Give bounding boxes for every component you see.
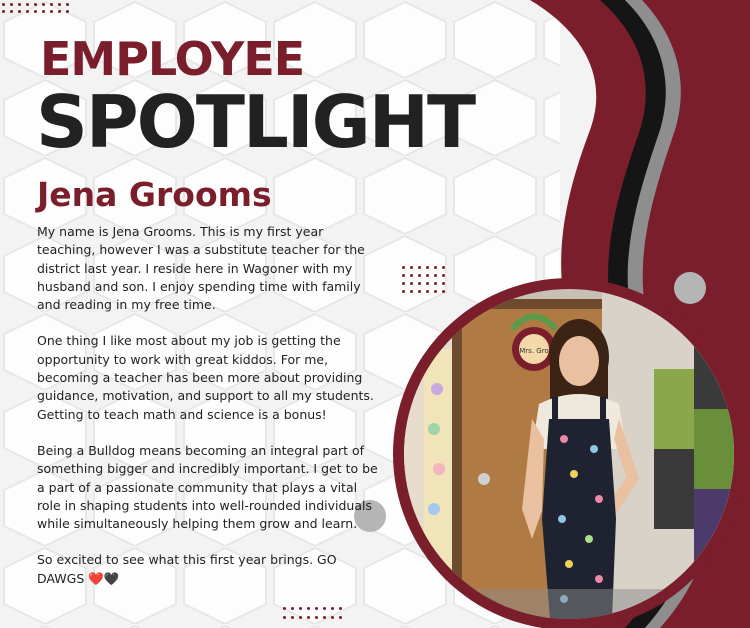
decorative-dot [402,282,405,285]
decorative-dot [426,290,429,293]
decorative-dot [426,274,429,277]
decorative-dot [434,290,437,293]
decorative-dots-bottom [283,607,342,619]
decorative-dot [442,274,445,277]
decorative-dot [299,607,302,610]
bio-paragraph: One thing I like most about my job is getting the opportunity to work with great kiddos. For me, becoming a teacher has been more about providing guidance, motivation, and support to all my students. Getting to teach math and science is a bonus! [37,333,374,422]
decorative-dot [34,10,37,13]
decorative-dot [339,607,342,610]
decorative-dot [50,3,53,6]
decorative-dot [26,3,29,6]
bio-paragraph: So excited to see what this first year brings. GO DAWGS ❤️🖤 [37,552,337,586]
employee-bio [37,223,382,606]
employee-name: Jena Grooms [37,175,272,214]
decorative-dot [410,282,413,285]
decorative-dot [18,3,21,6]
decorative-dot [283,616,286,619]
decorative-dot [283,607,286,610]
decorative-dot [315,607,318,610]
decorative-dot [10,10,13,13]
decorative-dot [434,274,437,277]
bio-paragraph: Being a Bulldog means becoming an integral part of something bigger and incredibly important. I get to be a part of a passionate community that plays a vital role in shaping students into well-rounded individuals while simultaneously helping them grow and learn. [37,442,378,532]
decorative-gray-circle-right [674,272,706,304]
decorative-dot [18,10,21,13]
decorative-dot [307,616,310,619]
title-employee: EMPLOYEE [40,32,305,86]
decorative-dot [418,266,421,269]
decorative-dot [442,282,445,285]
employee-photo [404,289,734,619]
photo-illustration [404,289,734,619]
decorative-dot [26,10,29,13]
decorative-dot [442,290,445,293]
decorative-dot [402,266,405,269]
decorative-dot [323,616,326,619]
decorative-dot [42,10,45,13]
decorative-dot [339,616,342,619]
decorative-dot [331,616,334,619]
decorative-dot [402,290,405,293]
decorative-dot [418,274,421,277]
bio-paragraph: My name is Jena Grooms. This is my first year teaching, however I was a substitute teacher for the district last year. I reside here in Wagoner with my husband and son. I enjoy spending time with family and reading in my free time. [37,224,365,313]
decorative-dots-top-left [2,3,69,13]
decorative-dot [323,607,326,610]
decorative-dot [418,282,421,285]
decorative-dot [2,3,5,6]
decorative-dot [434,282,437,285]
decorative-dot [34,3,37,6]
decorative-dot [331,607,334,610]
decorative-dot [434,266,437,269]
decorative-dot [315,616,318,619]
decorative-dot [402,274,405,277]
decorative-dot [442,266,445,269]
decorative-dot [291,607,294,610]
decorative-dots-middle [402,266,445,293]
decorative-dot [58,10,61,13]
decorative-dot [10,3,13,6]
decorative-dot [66,10,69,13]
decorative-dot [410,290,413,293]
decorative-dot [50,10,53,13]
decorative-dot [418,290,421,293]
decorative-dot [307,607,310,610]
decorative-dot [291,616,294,619]
decorative-dot [299,616,302,619]
decorative-dot [410,266,413,269]
decorative-dot [58,3,61,6]
decorative-dot [2,10,5,13]
decorative-dot [42,3,45,6]
decorative-dot [426,266,429,269]
title-spotlight: SPOTLIGHT [36,80,475,164]
decorative-dot [410,274,413,277]
decorative-dot [66,3,69,6]
door-sign-text: Mrs. Gro [519,347,549,355]
decorative-dot [426,282,429,285]
